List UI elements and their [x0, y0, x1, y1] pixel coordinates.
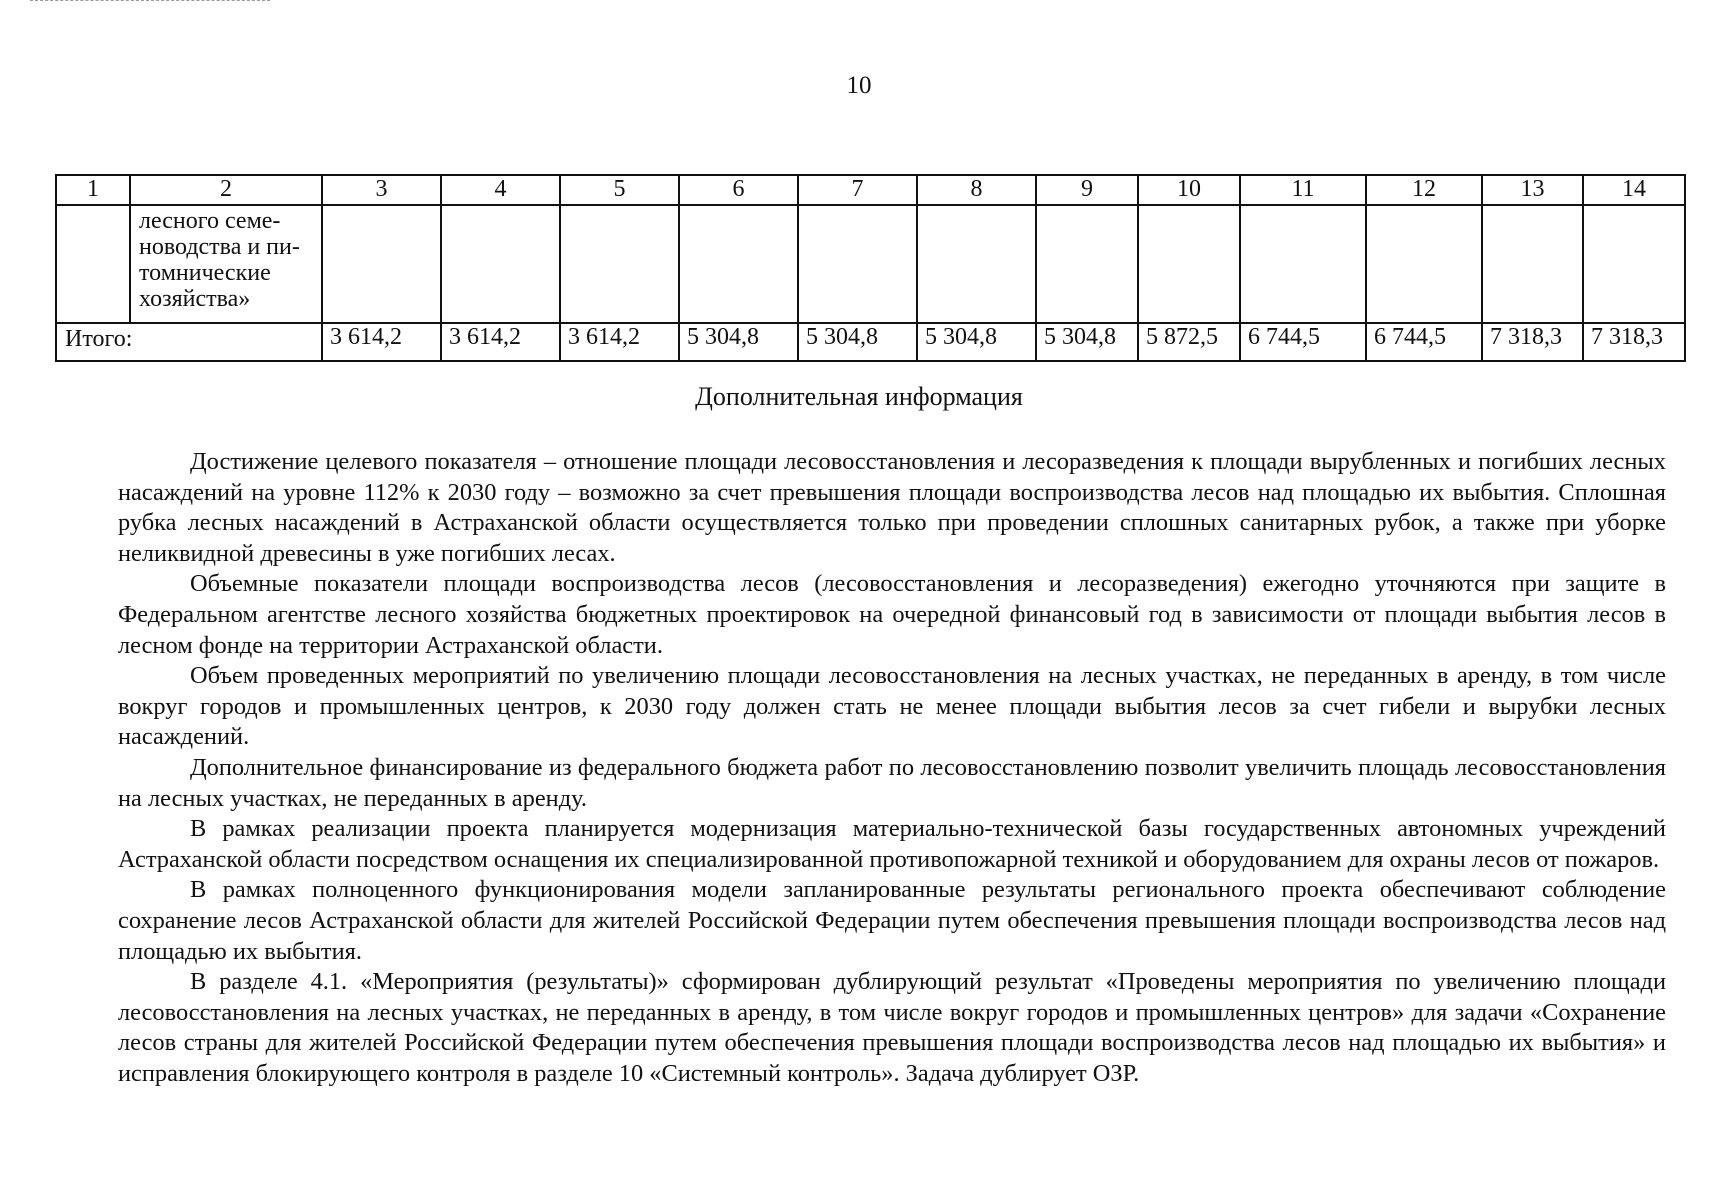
paragraph: Достижение целевого показателя – отношение площади лесовосстановления и лесоразведения к площади вырубленных и погибших лесных насаждений на уровне 112% к 2030 году – возможно за счет превышения площади воспроизводства лесов над площадью их выбытия. Сплошная рубка лесных насаждений в Астраханской области осуществляется только при проведении сплошных санитарных рубок, а также при уборке неликвидной древесины в уже погибших лесах. [118, 448, 1666, 567]
table-cell [1366, 205, 1482, 323]
column-number: 3 [322, 175, 441, 205]
table-cell [1240, 205, 1366, 323]
scan-edge-mark [30, 0, 270, 4]
column-number: 7 [798, 175, 917, 205]
column-number: 8 [917, 175, 1036, 205]
column-number: 2 [130, 175, 322, 205]
total-row [56, 323, 1685, 361]
table-row [56, 205, 1685, 323]
row-label: лесного семе- новодства и пи- томнические хозяйства» [130, 205, 322, 323]
total-value: 5 304,8 [798, 323, 917, 361]
section-title: Дополнительная информация [695, 382, 1023, 411]
total-label: Итого: [56, 323, 322, 361]
total-value: 6 744,5 [1240, 323, 1366, 361]
column-number: 5 [560, 175, 679, 205]
total-value: 6 744,5 [1366, 323, 1482, 361]
table-cell [1583, 205, 1685, 323]
table-cell [1482, 205, 1583, 323]
table-cell [1036, 205, 1138, 323]
table-header-row [56, 175, 1685, 205]
total-value: 3 614,2 [560, 323, 679, 361]
total-value: 3 614,2 [441, 323, 560, 361]
paragraph: В рамках реализации проекта планируется модернизация материально-технической базы государственных автономных учреждений Астраханской области посредством оснащения их специализированной противопожарной техникой и оборудованием для охраны лесов от пожаров. [118, 815, 1666, 873]
indicators-table [55, 174, 1686, 362]
column-number: 10 [1138, 175, 1240, 205]
table-cell [441, 205, 560, 323]
total-value: 5 304,8 [1036, 323, 1138, 361]
table-cell [56, 205, 130, 323]
column-number: 13 [1482, 175, 1583, 205]
column-number: 6 [679, 175, 798, 205]
paragraph: Объемные показатели площади воспроизводства лесов (лесовосстановления и лесоразведения) ежегодно уточняются при защите в Федеральном агентстве лесного хозяйства бюджетных проектировок на очередной финансовый год в зависимости от площади выбытия лесов в лесном фонде на территории Астраханской области. [118, 570, 1666, 659]
additional-info-text [118, 447, 1666, 1089]
column-number: 9 [1036, 175, 1138, 205]
paragraph: В рамках полноценного функционирования модели запланированные результаты регионального проекта обеспечивают соблюдение сохранение лесов Астраханской области для жителей Российской Федерации путем обеспечения превышения площади воспроизводства лесов над площадью их выбытия. [118, 876, 1666, 965]
table-cell [798, 205, 917, 323]
total-value: 7 318,3 [1482, 323, 1583, 361]
table-cell [1138, 205, 1240, 323]
page-number: 10 [846, 72, 872, 99]
table-cell [679, 205, 798, 323]
table-cell [322, 205, 441, 323]
total-value: 3 614,2 [322, 323, 441, 361]
paragraph: Дополнительное финансирование из федерального бюджета работ по лесовосстановлению позволит увеличить площадь лесовосстановления на лесных участках, не переданных в аренду. [118, 753, 1666, 812]
total-value: 5 872,5 [1138, 323, 1240, 361]
total-value: 5 304,8 [917, 323, 1036, 361]
column-number: 14 [1583, 175, 1685, 205]
column-number: 12 [1366, 175, 1482, 205]
column-number: 1 [56, 175, 130, 205]
table-cell [560, 205, 679, 323]
column-number: 11 [1240, 175, 1366, 205]
table-cell [917, 205, 1036, 323]
total-value: 7 318,3 [1583, 323, 1685, 361]
total-value: 5 304,8 [679, 323, 798, 361]
column-number: 4 [441, 175, 560, 205]
paragraph: Объем проведенных мероприятий по увеличению площади лесовосстановления на лесных участках, не переданных в аренду, в том числе вокруг городов и промышленных центров, к 2030 году должен стать не менее площади выбытия лесов за счет гибели и вырубки лесных насаждений. [118, 662, 1666, 751]
paragraph: В разделе 4.1. «Мероприятия (результаты)» сформирован дублирующий результат «Проведены мероприятия по увеличению площади лесовосстановления на лесных участках, не переданных в аренду, в том числе вокруг городов и промышленных центров» для задачи «Сохранение лесов страны для жителей Российской Федерации путем обеспечения превышения площади воспроизводства лесов над площадью их выбытия» и исправления блокирующего контроля в разделе 10 «Системный контроль». Задача дублирует ОЗР. [118, 968, 1666, 1087]
